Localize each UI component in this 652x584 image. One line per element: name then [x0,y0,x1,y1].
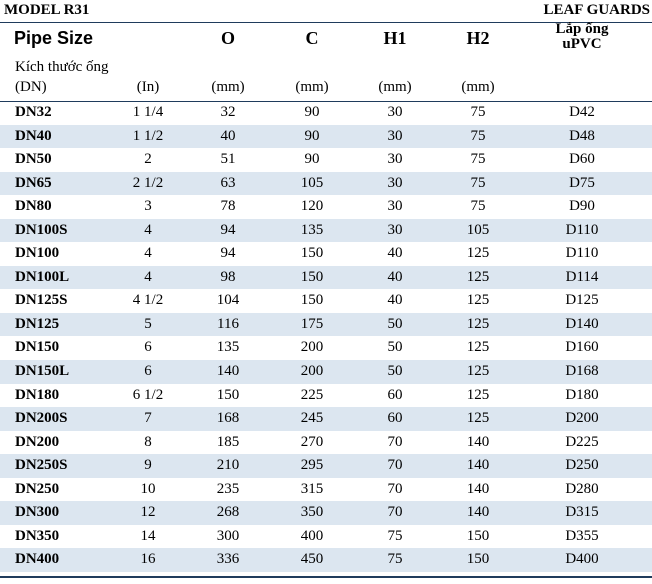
cell-dn: DN50 [15,151,52,168]
cell-c: 200 [300,363,324,380]
cell-o: 235 [216,480,240,497]
cell-o: 185 [216,433,240,450]
table-row [0,266,652,290]
cell-in: 6 1/2 [132,386,164,403]
cell-in: 6 [144,363,152,380]
cell-h2: 75 [470,127,486,144]
cell-c: 400 [300,527,324,544]
cell-dn: DN250 [15,480,60,497]
cell-c: 450 [300,551,324,568]
cell-c: 175 [300,315,324,332]
table-row [0,195,652,219]
cell-h2: 125 [466,339,490,356]
cell-h1: 70 [387,480,403,497]
table-row [0,478,652,502]
h1-header: H1 [383,28,407,48]
cell-o: 140 [216,363,240,380]
cell-h1: 40 [387,268,403,285]
cell-upvc: D90 [569,198,595,215]
table-row [0,125,652,149]
cell-c: 150 [300,292,324,309]
cell-o: 104 [216,292,240,309]
table-row [0,384,652,408]
cell-in: 8 [144,433,152,450]
cell-o: 94 [220,221,236,238]
cell-h2: 125 [466,245,490,262]
cell-in: 4 [144,268,152,285]
table-row [0,101,652,125]
cell-o: 268 [216,504,240,521]
cell-c: 90 [304,151,320,168]
cell-dn: DN200 [15,433,60,450]
cell-h2: 140 [466,480,490,497]
cell-o: 32 [220,104,236,120]
cell-dn: DN180 [15,386,60,403]
cell-dn: DN300 [15,504,60,521]
cell-dn: DN100L [15,268,70,285]
cell-upvc: D75 [569,174,595,191]
cell-dn: DN350 [15,527,60,544]
cell-in: 1 1/4 [132,104,164,120]
cell-h2: 75 [470,151,486,168]
table-row [0,336,652,360]
cell-h1: 60 [387,386,403,403]
table-row [0,242,652,266]
cell-upvc: D355 [565,527,599,544]
cell-c: 315 [300,480,324,497]
cell-dn: DN250S [15,457,68,474]
cell-o: 40 [220,127,236,144]
cell-upvc: D60 [569,151,595,168]
cell-in: 7 [144,410,152,427]
cell-in: 12 [140,504,156,521]
cell-h1: 75 [387,527,403,544]
table-row [0,360,652,384]
cell-in: 3 [144,198,152,215]
table-row [0,548,652,572]
cell-c: 245 [300,410,324,427]
cell-c: 295 [300,457,324,474]
table-row [0,454,652,478]
cell-h2: 125 [466,363,490,380]
cell-o: 336 [216,551,240,568]
table-row [0,289,652,313]
cell-o: 116 [217,315,239,332]
cell-dn: DN80 [15,198,52,215]
o-header: O [220,28,236,48]
cell-h1: 30 [387,104,403,120]
cell-h2: 140 [466,504,490,521]
table-body [0,101,652,572]
table-header-main [0,22,652,55]
cell-h1: 50 [387,339,403,356]
cell-h1: 50 [387,363,403,380]
cell-dn: DN40 [15,127,52,144]
cell-in: 2 1/2 [132,174,164,191]
cell-h2: 75 [470,198,486,215]
cell-h1: 75 [387,551,403,568]
cell-upvc: D280 [565,480,599,497]
cell-dn: DN400 [15,551,60,568]
table-row [0,431,652,455]
cell-o: 300 [216,527,240,544]
cell-dn: DN100 [15,245,60,262]
cell-in: 2 [144,151,152,168]
cell-h1: 30 [387,221,403,238]
cell-upvc: D200 [565,410,599,427]
h1-unit: (mm) [378,79,412,95]
h2-unit: (mm) [461,79,495,95]
cell-dn: DN125S [15,292,68,309]
cell-h1: 70 [387,457,403,474]
cell-h2: 125 [466,268,490,285]
product-title: LEAF GUARDS [543,2,650,18]
table-row [0,219,652,243]
cell-c: 200 [300,339,324,356]
cell-h1: 50 [387,315,403,332]
cell-dn: DN32 [15,104,52,120]
h2-header: H2 [466,28,490,48]
cell-c: 105 [300,174,324,191]
cell-c: 90 [304,127,320,144]
o-unit: (mm) [211,79,245,95]
cell-h2: 150 [466,551,490,568]
cell-h2: 75 [470,174,486,191]
cell-c: 150 [300,268,324,285]
table-row [0,148,652,172]
cell-o: 98 [220,268,236,285]
cell-upvc: D110 [565,245,599,262]
model-title: MODEL R31 [4,2,90,18]
cell-upvc: D42 [569,104,595,120]
cell-c: 135 [300,221,324,238]
cell-h1: 30 [387,151,403,168]
cell-o: 135 [216,339,240,356]
cell-o: 94 [220,245,236,262]
cell-h1: 70 [387,433,403,450]
cell-o: 168 [216,410,240,427]
cell-o: 63 [220,174,236,191]
upvc-header-line1: Lắp ống [555,21,609,37]
cell-dn: DN65 [15,174,52,191]
cell-in: 16 [140,551,156,568]
cell-upvc: D160 [565,339,599,356]
cell-upvc: D125 [565,292,599,309]
cell-dn: DN200S [15,410,68,427]
cell-dn: DN100S [15,221,68,238]
table-row [0,501,652,525]
cell-dn: DN150L [15,363,70,380]
cell-upvc: D168 [565,363,599,380]
cell-c: 225 [300,386,324,403]
cell-upvc: D48 [569,127,595,144]
cell-h1: 60 [387,410,403,427]
bottom-rule [0,576,652,578]
cell-h2: 125 [466,410,490,427]
cell-o: 210 [216,457,240,474]
cell-in: 4 [144,221,152,238]
cell-c: 90 [304,104,320,120]
cell-in: 4 1/2 [132,292,164,309]
cell-upvc: D140 [565,315,599,332]
cell-o: 78 [220,198,236,215]
cell-c: 150 [300,245,324,262]
upvc-header-line2: uPVC [562,36,602,52]
cell-in: 14 [140,527,156,544]
table-header-units [0,55,652,102]
cell-in: 9 [144,457,152,474]
cell-c: 350 [300,504,324,521]
cell-upvc: D180 [565,386,599,403]
cell-h1: 30 [387,174,403,191]
cell-o: 51 [220,151,236,168]
cell-h2: 125 [466,315,490,332]
pipe-size-vi-header: Kích thước ống [15,59,109,75]
cell-dn: DN125 [15,315,60,332]
cell-h1: 70 [387,504,403,521]
title-bar [0,0,652,23]
cell-dn: DN150 [15,339,60,356]
table-row [0,172,652,196]
cell-h2: 105 [466,221,490,238]
cell-upvc: D250 [565,457,599,474]
cell-h1: 30 [387,198,403,215]
cell-upvc: D315 [565,504,599,521]
table-row [0,525,652,549]
cell-c: 270 [300,433,324,450]
c-header: C [305,28,319,48]
cell-in: 1 1/2 [132,127,164,144]
dn-unit: (DN) [15,79,47,95]
cell-o: 150 [216,386,240,403]
c-unit: (mm) [295,79,329,95]
cell-upvc: D400 [565,551,599,568]
cell-h1: 40 [387,292,403,309]
cell-h2: 140 [466,433,490,450]
cell-upvc: D114 [565,268,599,285]
pipe-size-header: Pipe Size [14,28,94,48]
upvc-header [556,22,609,52]
table-row [0,313,652,337]
in-unit: (In) [136,79,160,95]
cell-h2: 150 [466,527,490,544]
cell-in: 5 [144,315,152,332]
cell-h2: 125 [466,386,490,403]
cell-h1: 40 [387,245,403,262]
cell-in: 10 [140,480,156,497]
table-row [0,407,652,431]
cell-c: 120 [300,198,324,215]
cell-h1: 30 [387,127,403,144]
cell-in: 6 [144,339,152,356]
cell-in: 4 [144,245,152,262]
cell-h2: 75 [470,104,486,120]
cell-upvc: D110 [565,221,599,238]
cell-h2: 125 [466,292,490,309]
cell-upvc: D225 [565,433,599,450]
cell-h2: 140 [466,457,490,474]
